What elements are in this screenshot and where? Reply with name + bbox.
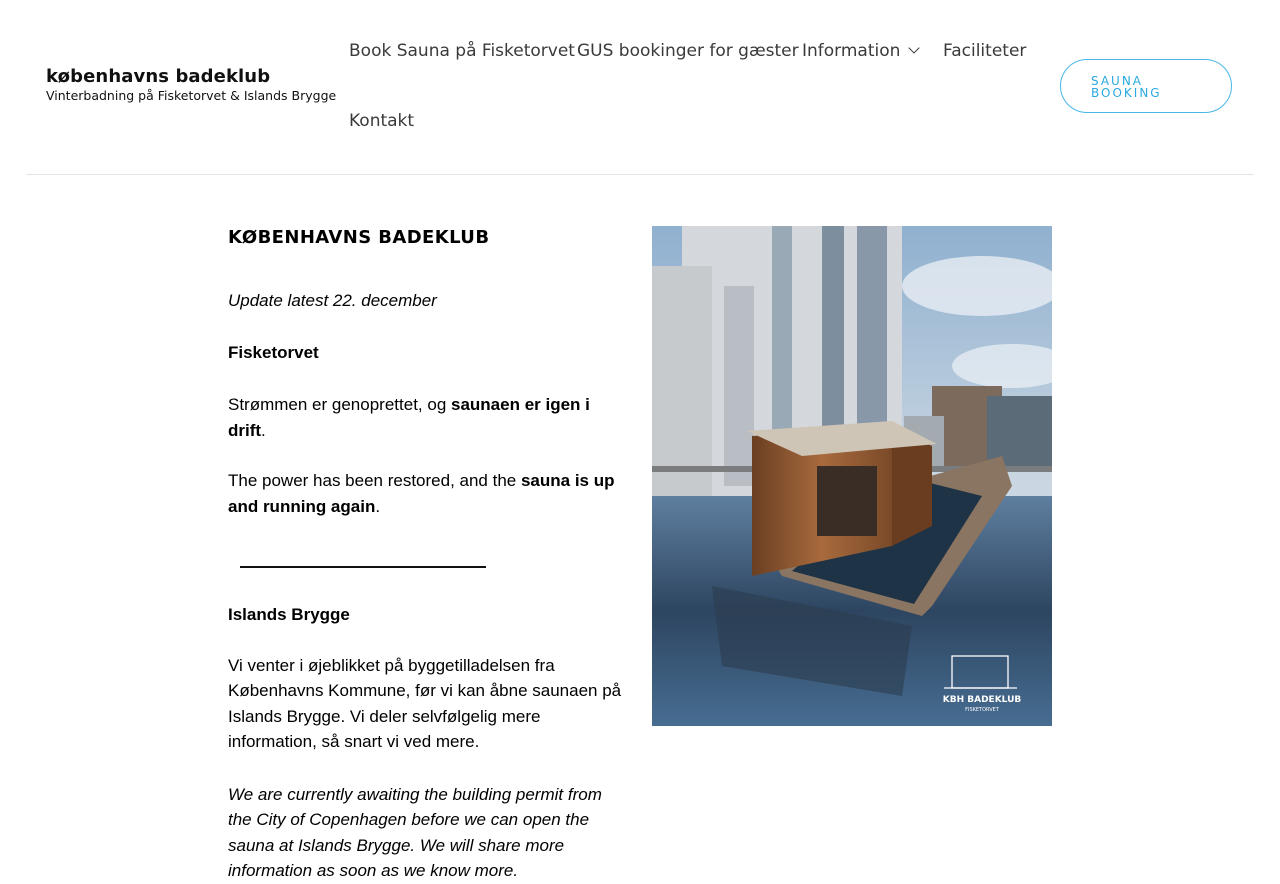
paragraph-dk-permit: Vi venter i øjeblikket på byggetilladelsen fra Københavns Kommune, før vi kan åbne saunaen på Islands Brygge. Vi deler selvfølgelig mere information, så snart vi ved mere.	[228, 655, 622, 751]
nav-item-faciliteter[interactable]	[943, 41, 1026, 61]
main-content	[228, 226, 628, 884]
text-run: .	[375, 496, 381, 516]
nav-item-label: Book Sauna på Fisketorvet	[349, 41, 575, 61]
nav-item-label: GUS bookinger for gæster	[577, 41, 799, 61]
chevron-down-icon[interactable]	[909, 42, 920, 53]
nav-item-kontakt[interactable]	[349, 111, 414, 131]
text-italic-run: We are currently awaiting the building permit from the City of Copenhagen before we can open the sauna at Islands Brygge. We will share more information as soon as we know more.	[228, 784, 602, 880]
site-tagline: Vinterbadning på Fisketorvet & Islands Brygge	[46, 88, 337, 103]
section-title-fisketorvet	[228, 340, 628, 366]
text-bold-run: saunaen er igen i drift	[228, 395, 590, 440]
nav-item-label: Kontakt	[349, 111, 415, 131]
header-divider	[26, 174, 1254, 175]
nav-item-information[interactable]	[802, 41, 918, 61]
section-title-islands-brygge	[228, 602, 628, 628]
update-text: Update latest 22. december	[228, 291, 437, 310]
sauna-booking-line1: SAUNA	[1091, 74, 1144, 88]
nav-item-label: Faciliteter	[943, 41, 1027, 61]
sauna-booking-button[interactable]	[1060, 59, 1232, 113]
text-run: The power has been restored, and the	[228, 471, 521, 490]
nav-item-book-sauna[interactable]	[349, 41, 575, 61]
paragraph-en-status	[228, 468, 628, 519]
text-bold-run: sauna is up and running again	[228, 471, 615, 516]
paragraph-en-permit	[228, 782, 628, 884]
logo-text-line1: KBH BADEKLUB	[942, 695, 1022, 705]
site-title[interactable]: københavns badeklub	[46, 66, 271, 87]
paragraph-dk-status	[228, 392, 628, 443]
page-heading: KØBENHAVNS BADEKLUB	[228, 227, 490, 248]
nav-item-label: Information	[802, 41, 901, 61]
logo-text-line2: FISKETORVET	[965, 707, 999, 713]
sauna-booking-line2: BOOKING	[1091, 86, 1162, 100]
nav-item-gus-bookinger[interactable]	[577, 41, 799, 61]
text-run: .	[261, 420, 266, 440]
text-run: Strømmen er genoprettet, og	[228, 395, 451, 414]
section-title-text: Islands Brygge	[228, 605, 350, 624]
sauna-photo-illustration	[652, 226, 1052, 726]
section-title-text: Fisketorvet	[228, 342, 319, 362]
sauna-photo	[652, 226, 1052, 726]
update-note	[228, 288, 628, 314]
